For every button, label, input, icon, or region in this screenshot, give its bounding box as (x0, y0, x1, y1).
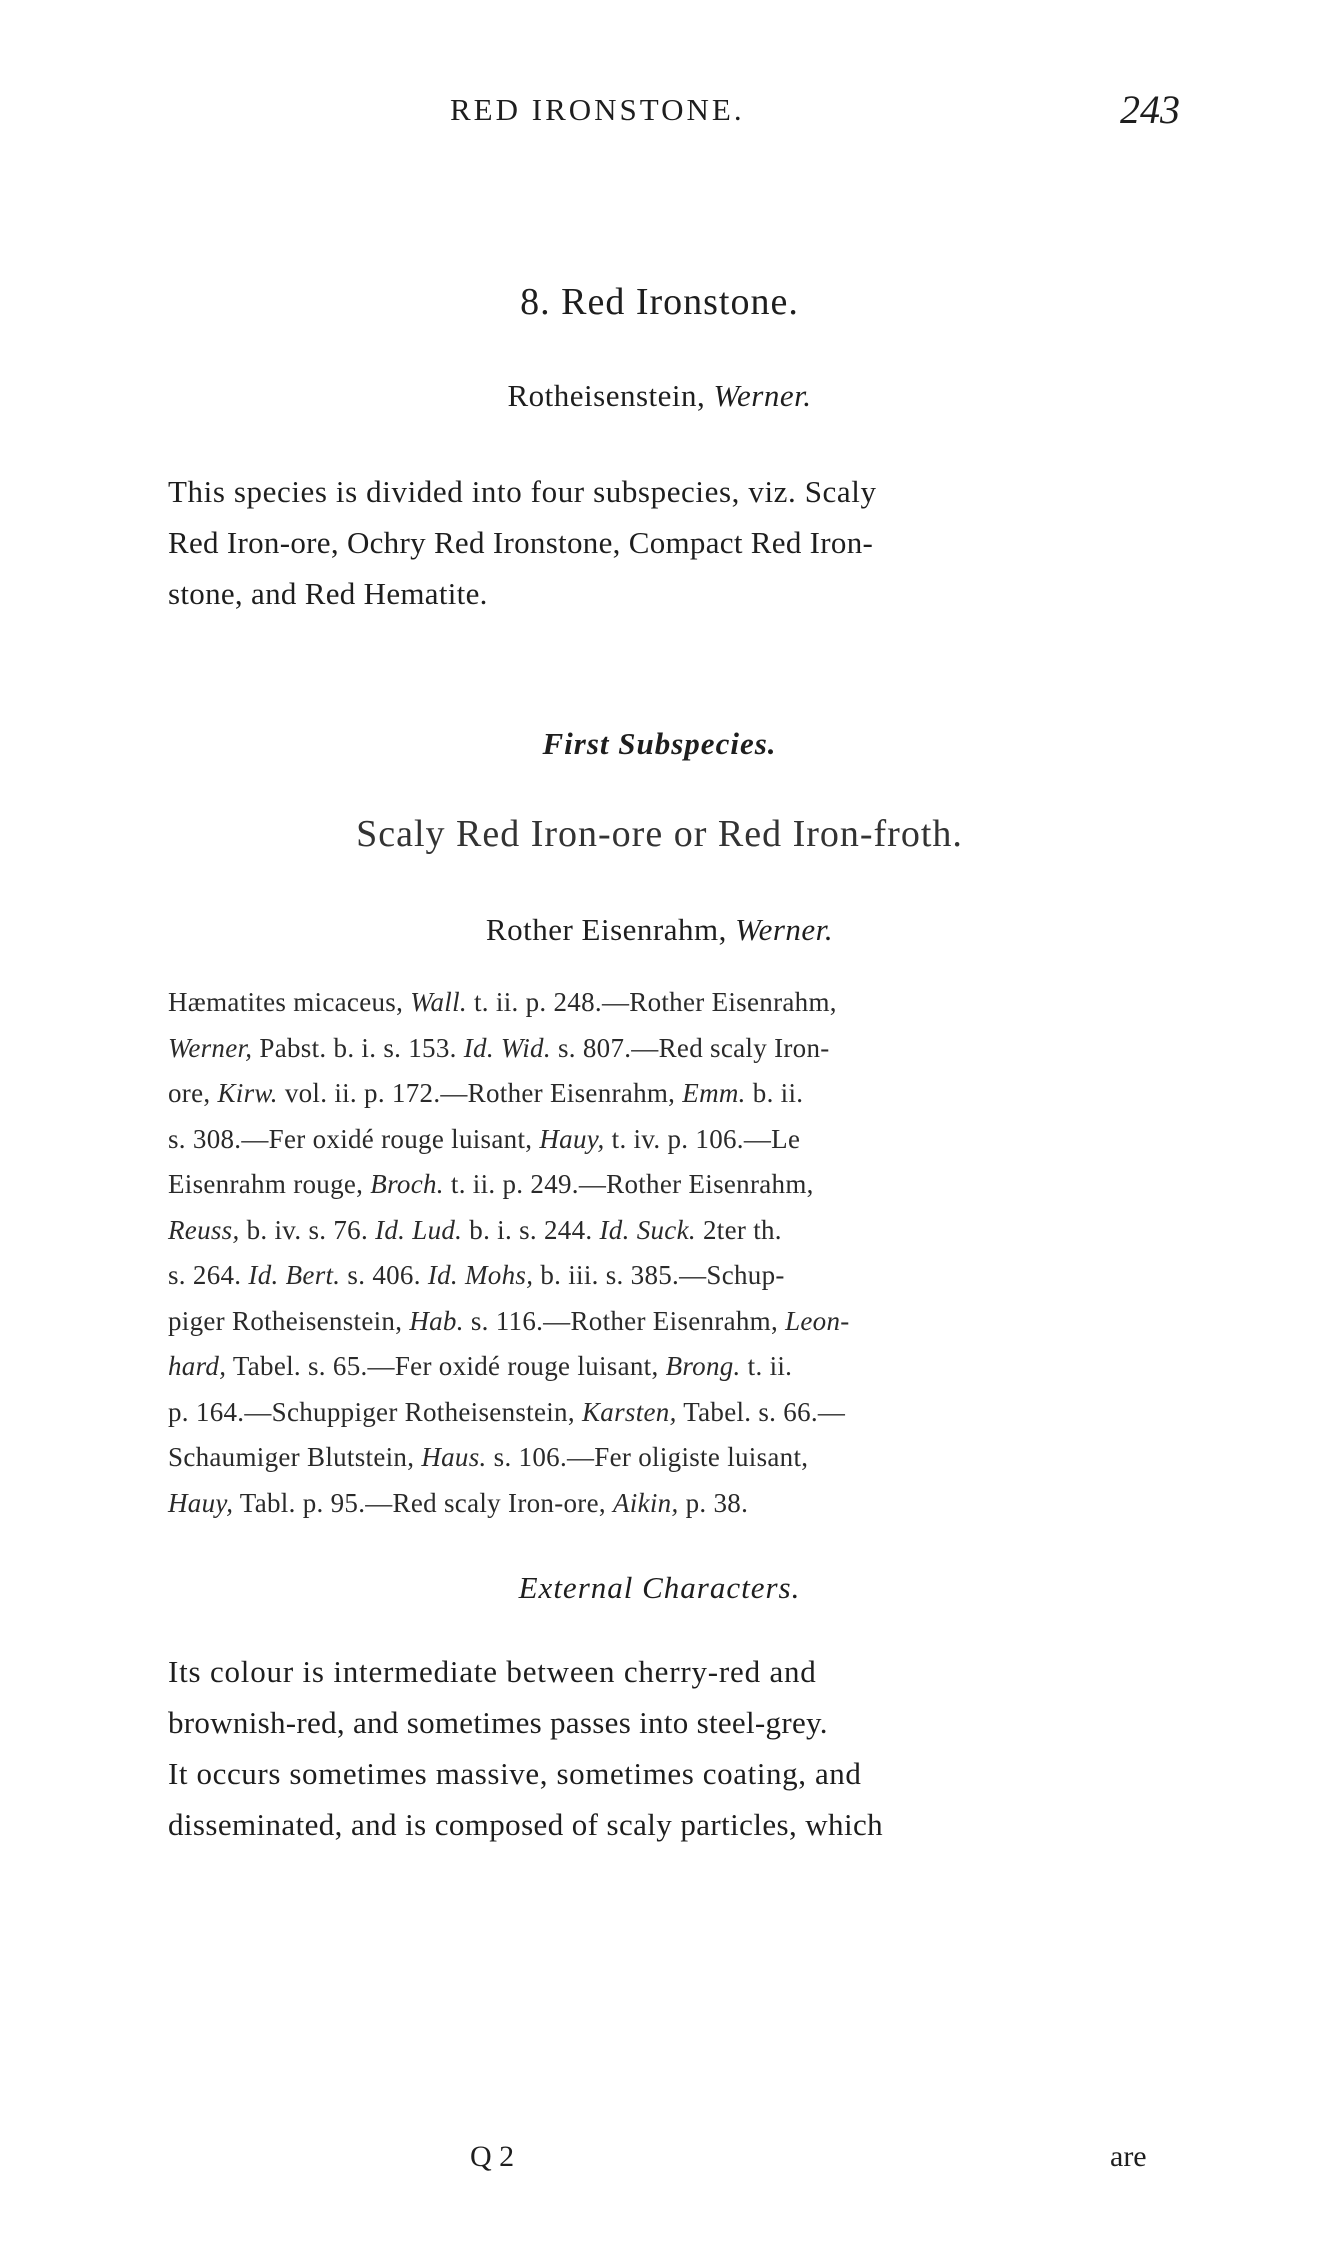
reference-line: s. 264. Id. Bert. s. 406. Id. Mohs, b. iii. s. 385.—Schup- (168, 1260, 785, 1290)
synonym-author: Werner. (735, 912, 834, 947)
reference-line: ore, Kirw. vol. ii. p. 172.—Rother Eisenrahm, Emm. b. ii. (168, 1078, 804, 1108)
species-title: 8. Red Ironstone. (520, 281, 799, 323)
subspecies-title: Scaly Red Iron-ore or Red Iron-froth. (356, 813, 963, 855)
external-line: brownish-red, and sometimes passes into steel-grey. (168, 1705, 828, 1740)
subspecies-heading: First Subspecies. (542, 726, 777, 761)
reference-line: Werner, Pabst. b. i. s. 153. Id. Wid. s. 807.—Red scaly Iron- (168, 1032, 830, 1063)
reference-line: p. 164.—Schuppiger Rotheisenstein, Karsten, Tabel. s. 66.— (168, 1396, 846, 1427)
synonym-name: Rother Eisenrahm, (485, 912, 727, 947)
page-number: 243 (1120, 87, 1180, 132)
subspecies-synonym (0, 912, 1319, 948)
reference-line: piger Rotheisenstein, Hab. s. 116.—Rother Eisenrahm, Leon- (168, 1305, 850, 1336)
reference-line: hard, Tabel. s. 65.—Fer oxidé rouge luisant, Brong. t. ii. (168, 1351, 793, 1381)
reference-line: Reuss, b. iv. s. 76. Id. Lud. b. i. s. 244. Id. Suck. 2ter th. (168, 1214, 782, 1245)
intro-line: This species is divided into four subspecies, viz. Scaly (168, 474, 877, 509)
reference-line: Eisenrahm rouge, Broch. t. ii. p. 249.—Rother Eisenrahm, (168, 1169, 814, 1199)
external-line: disseminated, and is composed of scaly particles, which (168, 1807, 884, 1842)
external-characters-heading: External Characters. (518, 1570, 801, 1605)
external-line: It occurs sometimes massive, sometimes coating, and (168, 1756, 862, 1791)
running-title: RED IRONSTONE. (450, 92, 745, 127)
synonym-author: Werner. (713, 378, 812, 413)
intro-paragraph (168, 466, 1168, 619)
intro-line: Red Iron-ore, Ochry Red Ironstone, Compact Red Iron- (168, 525, 874, 560)
reference-line: s. 308.—Fer oxidé rouge luisant, Hauy, t. iv. p. 106.—Le (168, 1123, 801, 1154)
reference-line: Hæmatites micaceus, Wall. t. ii. p. 248.—Rother Eisenrahm, (168, 987, 837, 1017)
intro-line: stone, and Red Hematite. (168, 576, 488, 611)
references-block (168, 980, 1168, 1526)
species-synonym (0, 378, 1319, 414)
synonym-name: Rotheisenstein, (507, 378, 706, 413)
external-paragraph (168, 1646, 1168, 1850)
reference-line: Hauy, Tabl. p. 95.—Red scaly Iron-ore, Aikin, p. 38. (168, 1487, 749, 1518)
reference-line: Schaumiger Blutstein, Haus. s. 106.—Fer oligiste luisant, (168, 1442, 809, 1472)
catchword: are (1110, 2140, 1147, 2173)
signature-mark: Q 2 (470, 2140, 515, 2173)
external-line: Its colour is intermediate between cherry-red and (168, 1654, 817, 1689)
